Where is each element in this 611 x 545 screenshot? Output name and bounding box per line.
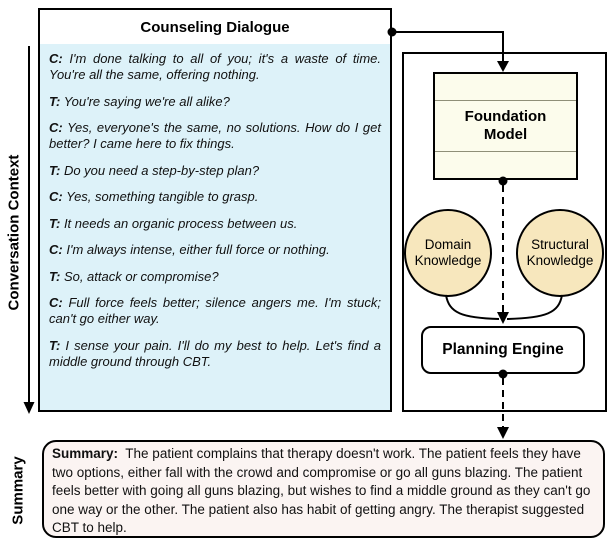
speaker-label: C: (49, 242, 63, 257)
dialogue-turn (49, 51, 381, 83)
turn-text: It needs an organic process between us. (63, 215, 298, 231)
speaker-label: T: (49, 268, 61, 284)
dialogue-turn (49, 338, 381, 370)
planning-engine-box (421, 326, 585, 374)
speaker-label: C: (49, 51, 63, 66)
speaker-label: T: (49, 93, 61, 109)
arrowhead-down-icon (24, 402, 35, 414)
dialogue-turn (49, 295, 381, 327)
counseling-dialogue-box (38, 8, 392, 412)
counseling-dialogue-title: Counseling Dialogue (140, 18, 290, 36)
turn-text: I sense your pain. I'll do my best to help. Let's find a middle ground through CBT. (49, 337, 381, 369)
turn-text: I'm always intense, either full force or nothing. (66, 242, 330, 257)
dialogue-turn (49, 242, 381, 258)
speaker-label: C: (49, 295, 63, 310)
turn-text: Full force feels better; silence angers me. I'm stuck; can't go either way. (49, 295, 381, 326)
structural-knowledge-node (516, 209, 604, 297)
foundation-model-box (433, 72, 578, 180)
summary-heading: Summary: (52, 446, 119, 461)
summary-text: The patient complains that therapy doesn't work. The patient feels they have two options, either fall with the crowd and compromise or go all guns blazing. The patient feels better with going all guns blazing, but wishes to find a middle ground as they can't go one way or the other. The patient also has habit of getting angry. The therapist suggested CBT to help. (52, 446, 591, 536)
turn-text: Do you need a step-by-step plan? (63, 162, 260, 178)
speaker-label: C: (49, 189, 63, 204)
structural-knowledge-label: Structural Knowledge (526, 237, 594, 268)
dialogue-transcript (40, 44, 390, 410)
planning-engine-label: Planning Engine (442, 341, 564, 358)
dialogue-turn (49, 216, 381, 232)
speaker-label: T: (49, 337, 61, 353)
dialogue-turn (49, 269, 381, 285)
foundation-model-label: Foundation Model (464, 108, 547, 143)
speaker-label: C: (49, 120, 63, 135)
summary-axis-label: Summary (9, 456, 27, 525)
speaker-label: T: (49, 215, 61, 231)
dialogue-turn (49, 94, 381, 110)
turn-text: Yes, something tangible to grasp. (66, 189, 259, 204)
summary-box (42, 440, 605, 538)
turn-text: So, attack or compromise? (63, 268, 219, 284)
dialogue-turn (49, 163, 381, 179)
conversation-context-axis-label: Conversation Context (5, 154, 23, 311)
domain-knowledge-node (404, 209, 492, 297)
foundation-model-top-band (435, 74, 576, 101)
turn-text: Yes, everyone's the same, no solutions. How do I get better? I came here to fix things. (49, 120, 381, 151)
turn-text: You're saying we're all alike? (63, 93, 230, 109)
turn-text: I'm done talking to all of you; it's a waste of time. You're all the same, offering nothing. (49, 51, 381, 82)
foundation-model-bottom-band (435, 151, 576, 178)
domain-knowledge-label: Domain Knowledge (414, 237, 482, 268)
arrowhead-down-icon (497, 427, 509, 439)
dialogue-turn (49, 189, 381, 205)
speaker-label: T: (49, 162, 61, 178)
dialogue-turn (49, 120, 381, 152)
